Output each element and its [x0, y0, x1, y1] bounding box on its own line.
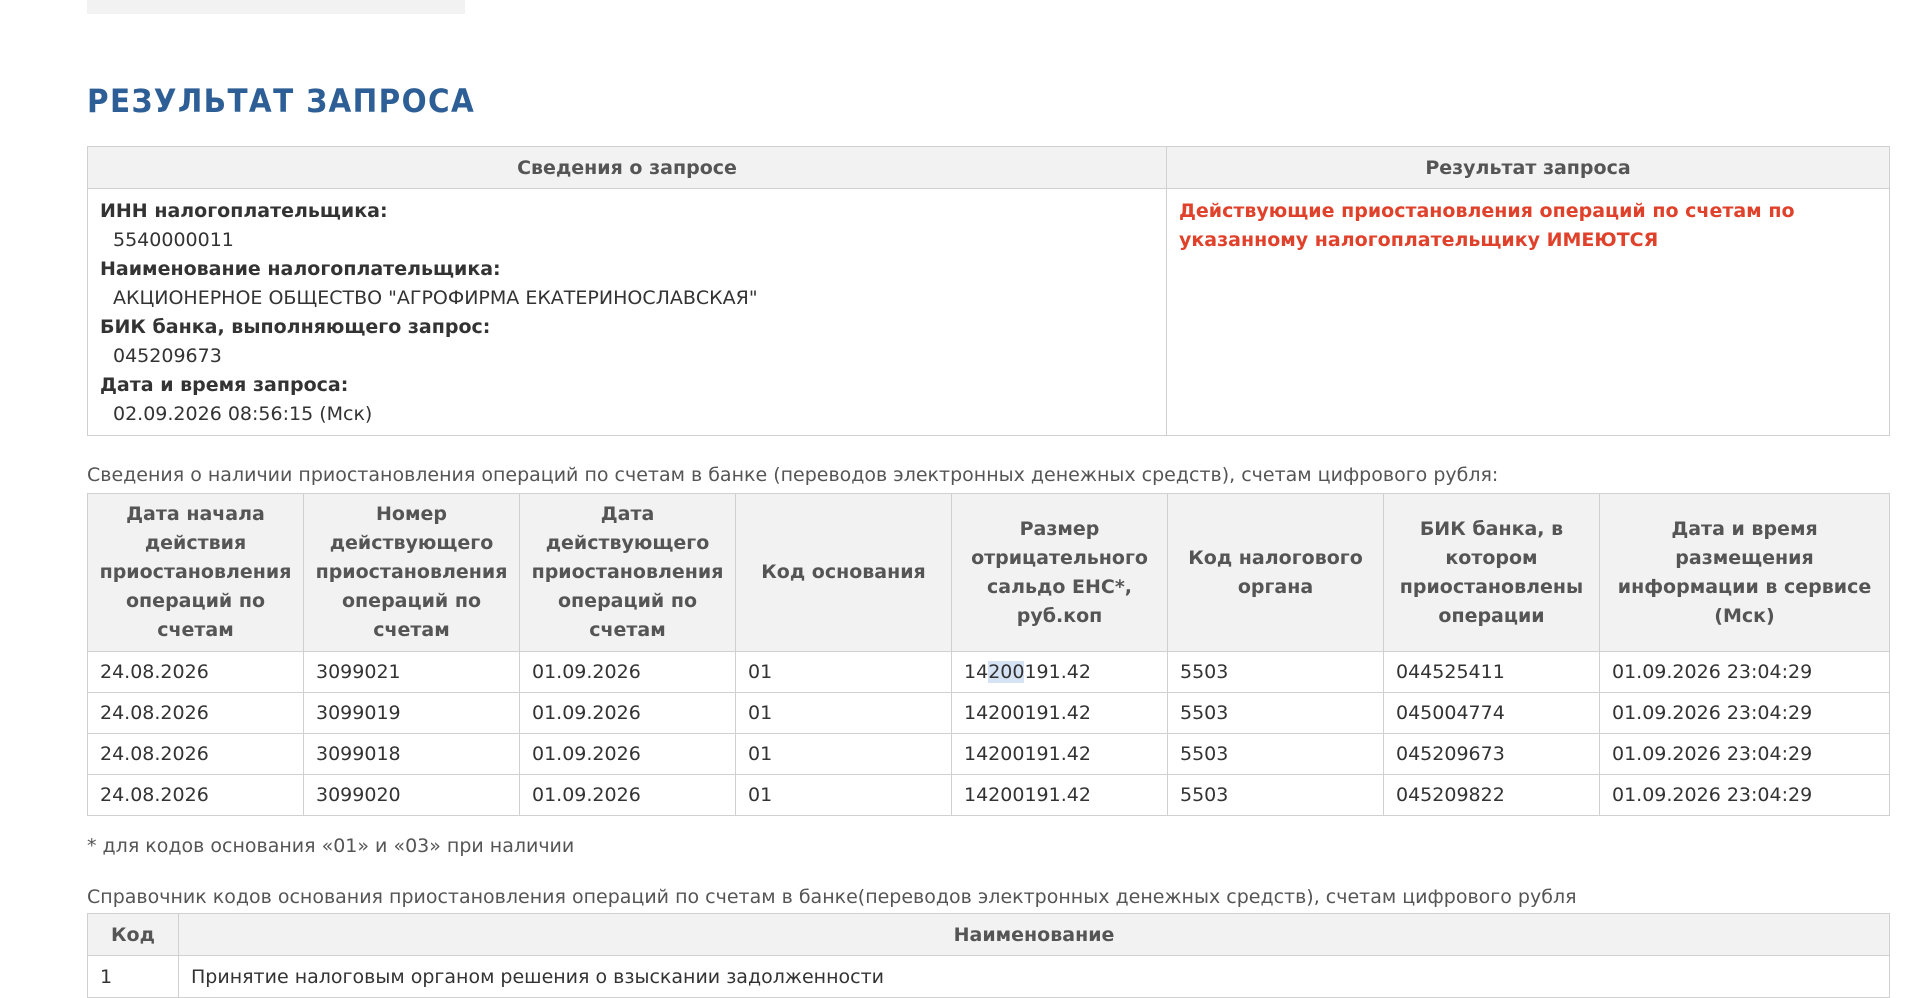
- suspension-number-cell[interactable]: 3099019: [304, 693, 520, 734]
- table-header-row: [88, 914, 1890, 956]
- tax-authority-code-cell[interactable]: 5503: [1168, 775, 1384, 816]
- column-header: Код налогового органа: [1168, 494, 1384, 652]
- column-header: Результат запроса: [1167, 147, 1890, 189]
- suspension-number-cell[interactable]: 3099018: [304, 734, 520, 775]
- taxpayer-name-value: АКЦИОНЕРНОЕ ОБЩЕСТВО "АГРОФИРМА ЕКАТЕРИНОСЛАВСКАЯ": [113, 287, 758, 309]
- basis-code-cell[interactable]: 01: [736, 734, 952, 775]
- column-header: Код основания: [736, 494, 952, 652]
- start-date-cell[interactable]: 24.08.2026: [88, 693, 304, 734]
- suspension-date-cell[interactable]: 01.09.2026: [520, 775, 736, 816]
- column-header: Дата начала действия приостановления операций по счетам: [88, 494, 304, 652]
- start-date-cell[interactable]: 24.08.2026: [88, 652, 304, 693]
- code-cell[interactable]: 1: [88, 956, 179, 998]
- table-header-row: [88, 494, 1890, 652]
- inn-label: ИНН налогоплательщика:: [100, 200, 388, 222]
- column-header: Наименование: [179, 914, 1890, 956]
- previous-section-remnant: [87, 0, 465, 14]
- posted-datetime-cell[interactable]: 01.09.2026 23:04:29: [1600, 734, 1890, 775]
- suspension-number-cell[interactable]: 3099020: [304, 775, 520, 816]
- tax-authority-code-cell[interactable]: 5503: [1168, 693, 1384, 734]
- table-header-row: [88, 147, 1890, 189]
- footnote: * для кодов основания «01» и «03» при наличии: [87, 835, 575, 857]
- saldo-cell[interactable]: [952, 652, 1168, 693]
- saldo-text: 14: [964, 661, 989, 683]
- bank-bik-cell[interactable]: 045209822: [1384, 775, 1600, 816]
- saldo-text: 191.42: [1024, 661, 1091, 683]
- request-details-cell: [88, 189, 1167, 436]
- codes-reference-caption: Справочник кодов основания приостановления операций по счетам в банке(переводов электронных денежных средств), счетам цифрового рубля: [87, 886, 1577, 908]
- request-info-table: [87, 146, 1890, 436]
- column-header: БИК банка, в котором приостановлены операции: [1384, 494, 1600, 652]
- taxpayer-name-label: Наименование налогоплательщика:: [100, 258, 501, 280]
- basis-code-cell[interactable]: 01: [736, 693, 952, 734]
- request-result-text: Действующие приостановления операций по счетам по указанному налогоплательщику ИМЕЮТСЯ: [1179, 200, 1795, 251]
- code-name-cell[interactable]: Принятие налоговым органом решения о взыскании задолженности: [179, 956, 1890, 998]
- saldo-cell[interactable]: 14200191.42: [952, 734, 1168, 775]
- saldo-cell[interactable]: 14200191.42: [952, 693, 1168, 734]
- bank-bik-cell[interactable]: 045209673: [1384, 734, 1600, 775]
- table-row: [88, 956, 1890, 998]
- tax-authority-code-cell[interactable]: 5503: [1168, 652, 1384, 693]
- column-header: Номер действующего приостановления операций по счетам: [304, 494, 520, 652]
- codes-reference-table: [87, 913, 1890, 998]
- table-row: [88, 693, 1890, 734]
- table-row: [88, 652, 1890, 693]
- request-datetime-label: Дата и время запроса:: [100, 374, 349, 396]
- column-header: Сведения о запросе: [88, 147, 1167, 189]
- table-row: [88, 775, 1890, 816]
- suspension-number-cell[interactable]: 3099021: [304, 652, 520, 693]
- request-result-cell: [1167, 189, 1890, 436]
- request-datetime-value: 02.09.2026 08:56:15 (Мск): [113, 403, 373, 425]
- suspension-date-cell[interactable]: 01.09.2026: [520, 734, 736, 775]
- selected-text: 200: [988, 661, 1025, 683]
- saldo-cell[interactable]: 14200191.42: [952, 775, 1168, 816]
- suspension-date-cell[interactable]: 01.09.2026: [520, 693, 736, 734]
- inn-value: 5540000011: [113, 229, 234, 251]
- suspensions-table: [87, 493, 1890, 816]
- posted-datetime-cell[interactable]: 01.09.2026 23:04:29: [1600, 693, 1890, 734]
- suspension-date-cell[interactable]: 01.09.2026: [520, 652, 736, 693]
- posted-datetime-cell[interactable]: 01.09.2026 23:04:29: [1600, 775, 1890, 816]
- table-row: [88, 189, 1890, 436]
- bank-bik-cell[interactable]: 045004774: [1384, 693, 1600, 734]
- tax-authority-code-cell[interactable]: 5503: [1168, 734, 1384, 775]
- basis-code-cell[interactable]: 01: [736, 652, 952, 693]
- column-header: Дата и время размещения информации в сервисе (Мск): [1600, 494, 1890, 652]
- bank-bik-label: БИК банка, выполняющего запрос:: [100, 316, 491, 338]
- basis-code-cell[interactable]: 01: [736, 775, 952, 816]
- suspensions-caption: Сведения о наличии приостановления операций по счетам в банке (переводов электронных денежных средств), счетам цифрового рубля:: [87, 464, 1499, 486]
- bank-bik-value: 045209673: [113, 345, 222, 367]
- column-header: Дата действующего приостановления операций по счетам: [520, 494, 736, 652]
- column-header: Размер отрицательного сальдо ЕНС*, руб.коп: [952, 494, 1168, 652]
- table-row: [88, 734, 1890, 775]
- column-header: Код: [88, 914, 179, 956]
- start-date-cell[interactable]: 24.08.2026: [88, 775, 304, 816]
- posted-datetime-cell[interactable]: 01.09.2026 23:04:29: [1600, 652, 1890, 693]
- page-title: РЕЗУЛЬТАТ ЗАПРОСА: [87, 82, 476, 120]
- bank-bik-cell[interactable]: 044525411: [1384, 652, 1600, 693]
- start-date-cell[interactable]: 24.08.2026: [88, 734, 304, 775]
